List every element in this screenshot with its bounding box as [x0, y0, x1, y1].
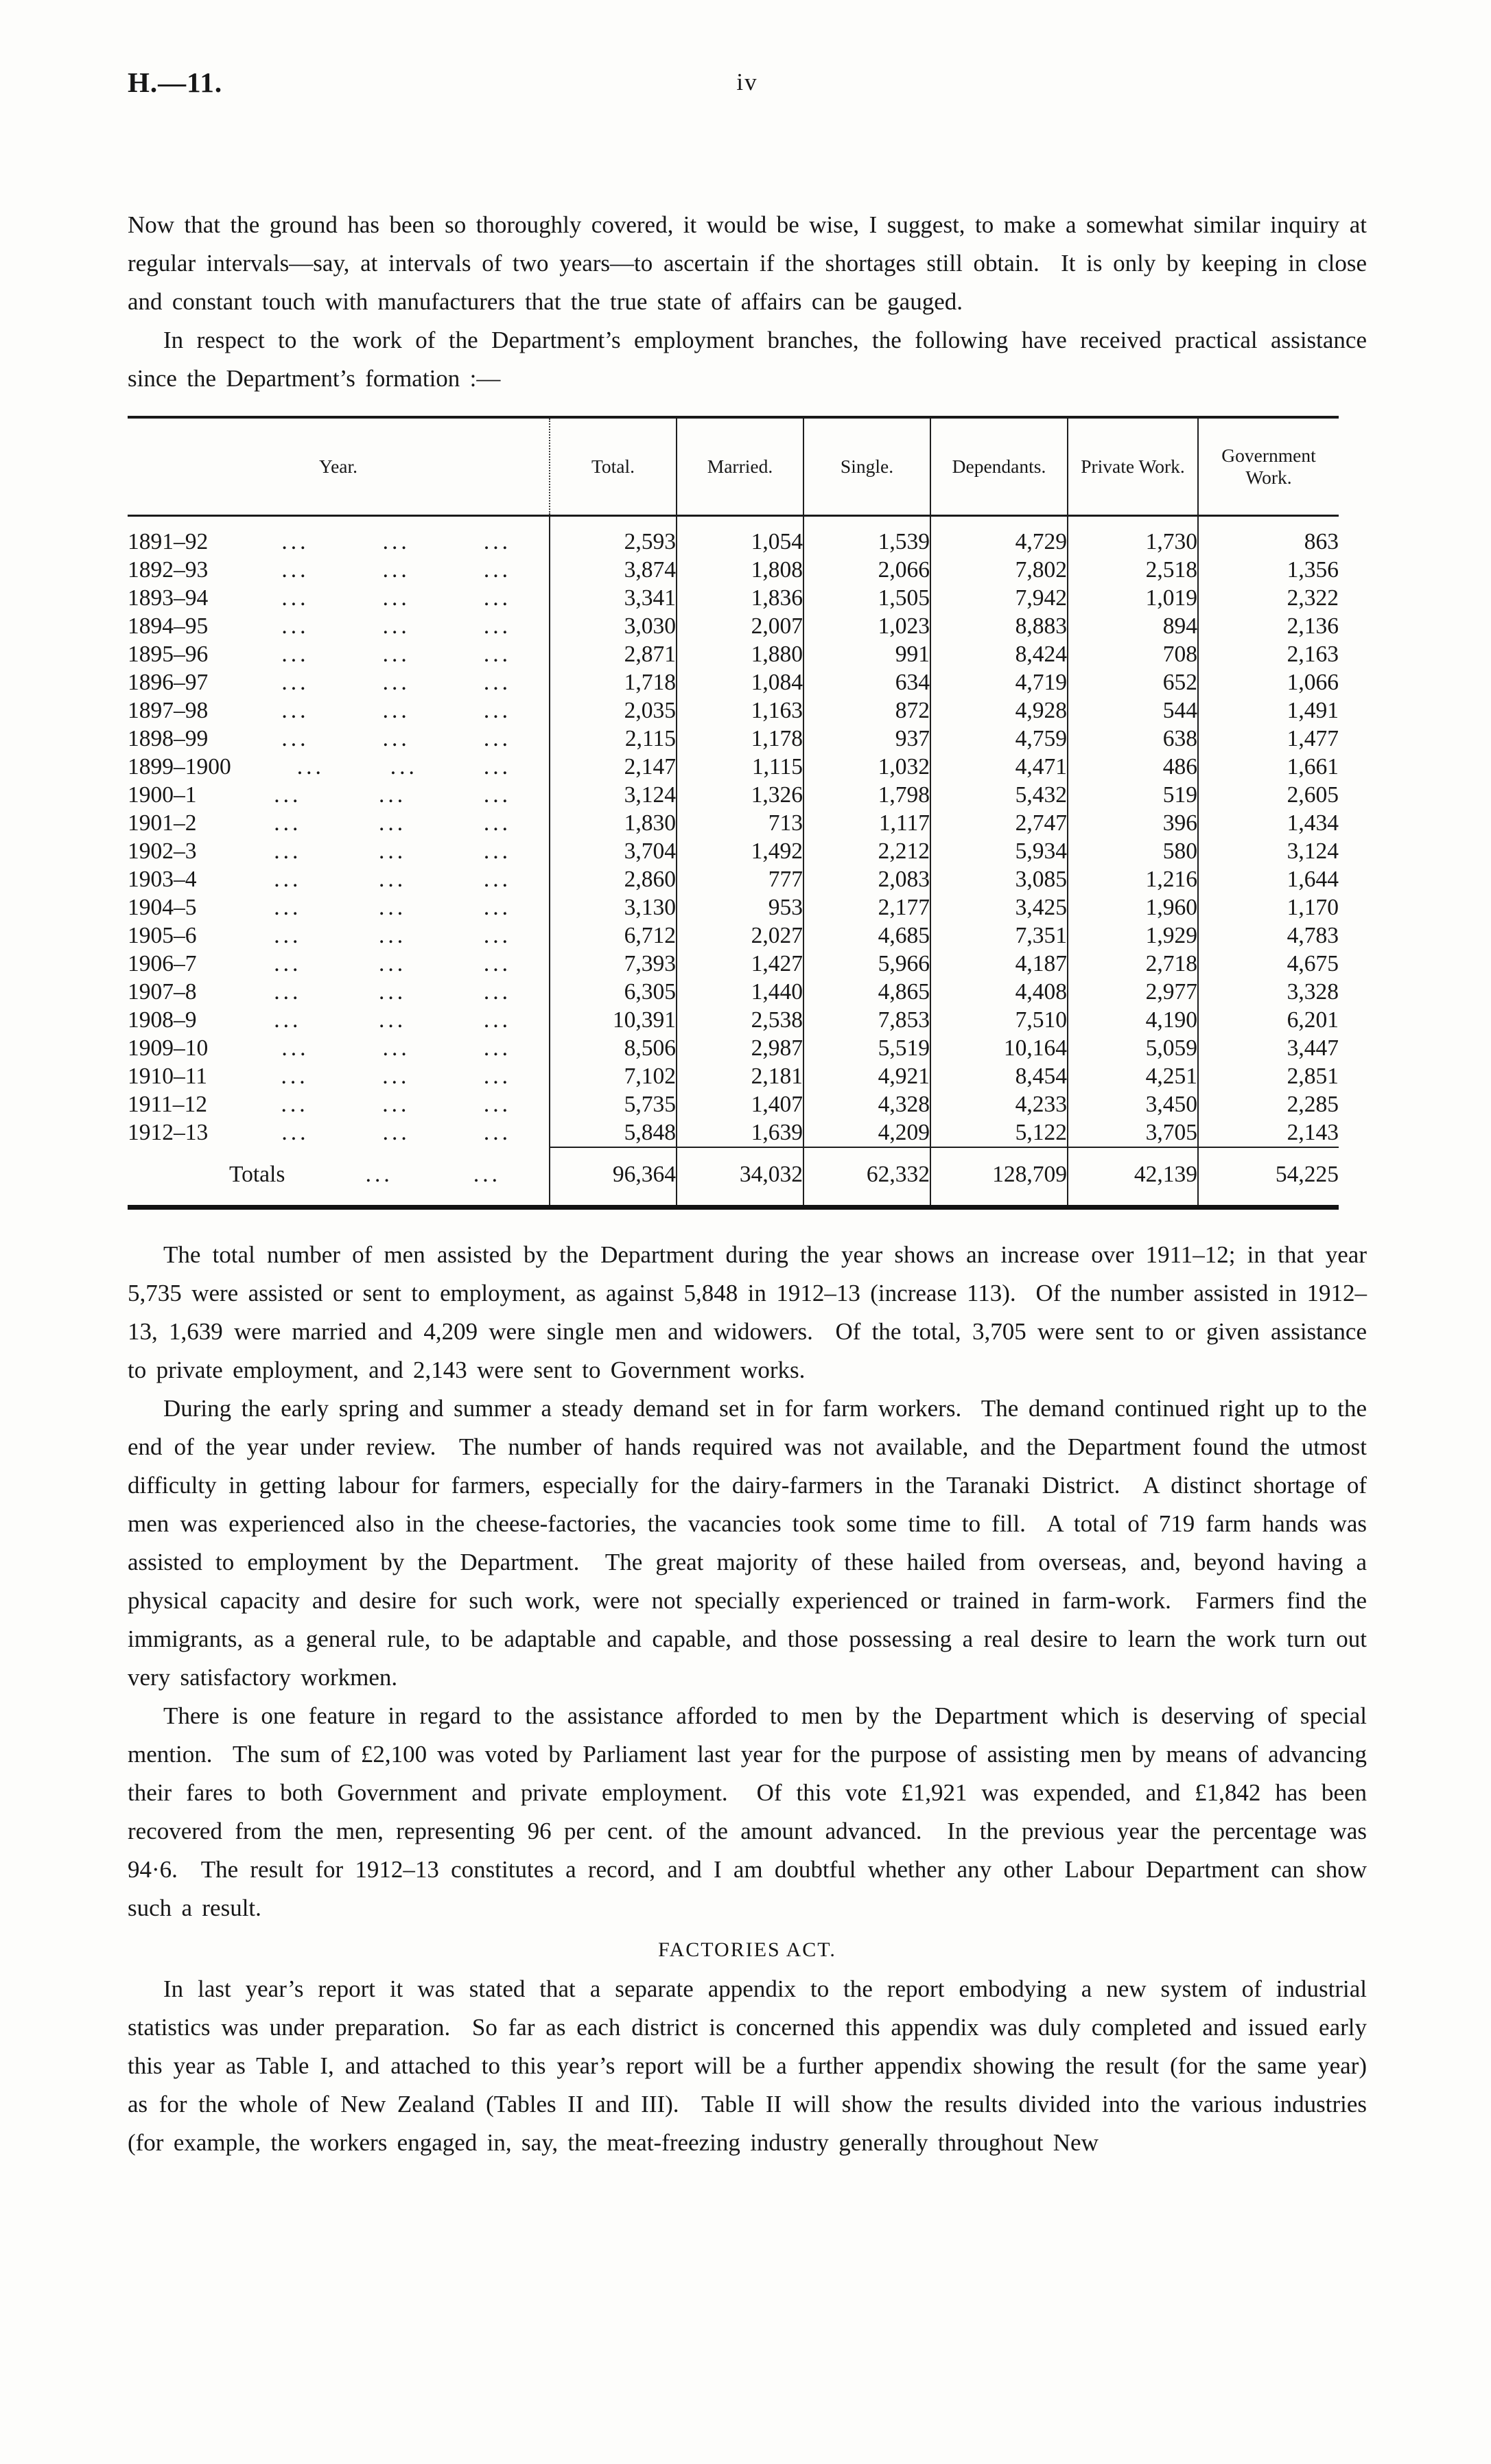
value-cell: 1,491 [1198, 696, 1339, 725]
year-cell [128, 865, 550, 893]
value-cell: 2,605 [1198, 781, 1339, 809]
table-row [128, 837, 1339, 865]
totals-value-cell: 42,139 [1068, 1147, 1198, 1208]
dot-leader: ... [483, 670, 511, 695]
page-number: iv [736, 69, 758, 95]
value-cell: 2,871 [550, 640, 677, 668]
value-cell: 4,251 [1068, 1062, 1198, 1090]
value-cell: 3,450 [1068, 1090, 1198, 1118]
year-label: 1900–1 [128, 782, 197, 808]
value-cell: 1,505 [803, 584, 930, 612]
value-cell: 2,977 [1068, 978, 1198, 1006]
dot-leader: ... [281, 670, 309, 695]
value-cell: 3,447 [1198, 1034, 1339, 1062]
value-cell: 4,921 [803, 1062, 930, 1090]
dot-leader: ... [379, 1007, 407, 1033]
value-cell: 5,848 [550, 1118, 677, 1147]
table-row [128, 556, 1339, 584]
value-cell: 777 [677, 865, 803, 893]
dot-leader: ... [274, 838, 302, 864]
value-cell: 2,538 [677, 1006, 803, 1034]
value-cell: 1,178 [677, 725, 803, 753]
value-cell: 4,408 [930, 978, 1068, 1006]
table-row [128, 1006, 1339, 1034]
year-label: 1894–95 [128, 613, 209, 639]
table-row [128, 809, 1339, 837]
value-cell: 8,883 [930, 612, 1068, 640]
dot-leader: ... [365, 1162, 393, 1187]
value-cell: 3,124 [550, 781, 677, 809]
table-row [128, 640, 1339, 668]
dot-leader: ... [382, 1092, 410, 1117]
column-header-dependants: Dependants. [930, 417, 1068, 516]
dot-leader: ... [473, 1162, 501, 1187]
dot-leader: ... [483, 585, 511, 611]
year-label: 1895–96 [128, 642, 209, 667]
value-cell: 4,719 [930, 668, 1068, 696]
value-cell: 1,163 [677, 696, 803, 725]
value-cell: 2,115 [550, 725, 677, 753]
value-cell: 634 [803, 668, 930, 696]
dot-leader: ... [382, 557, 410, 583]
dot-leader: ... [483, 529, 511, 554]
value-cell: 580 [1068, 837, 1198, 865]
dot-leader: ... [483, 782, 511, 808]
value-cell: 2,987 [677, 1034, 803, 1062]
dot-leader: ... [483, 1035, 511, 1061]
value-cell: 3,130 [550, 893, 677, 922]
value-cell: 2,136 [1198, 612, 1339, 640]
value-cell: 2,143 [1198, 1118, 1339, 1147]
value-cell: 708 [1068, 640, 1198, 668]
dot-leader: ... [483, 642, 511, 667]
value-cell: 1,730 [1068, 516, 1198, 556]
year-label: 1892–93 [128, 557, 209, 583]
dot-leader: ... [379, 895, 407, 920]
dot-leader: ... [379, 923, 407, 948]
column-header-private-work: Private Work. [1068, 417, 1198, 516]
value-cell: 1,539 [803, 516, 930, 556]
dot-leader: ... [483, 1120, 511, 1145]
year-label: 1906–7 [128, 951, 197, 976]
dot-leader: ... [483, 838, 511, 864]
value-cell: 991 [803, 640, 930, 668]
dot-leader: ... [274, 979, 302, 1005]
value-cell: 1,477 [1198, 725, 1339, 753]
table-row [128, 725, 1339, 753]
value-cell: 3,341 [550, 584, 677, 612]
value-cell: 544 [1068, 696, 1198, 725]
value-cell: 1,170 [1198, 893, 1339, 922]
dot-leader: ... [382, 698, 410, 723]
dot-leader: ... [483, 1064, 511, 1089]
value-cell: 1,117 [803, 809, 930, 837]
table-row [128, 865, 1339, 893]
value-cell: 863 [1198, 516, 1339, 556]
value-cell: 4,685 [803, 922, 930, 950]
running-head [128, 66, 1367, 102]
value-cell: 2,007 [677, 612, 803, 640]
value-cell: 7,102 [550, 1062, 677, 1090]
value-cell: 2,285 [1198, 1090, 1339, 1118]
value-cell: 4,471 [930, 753, 1068, 781]
paragraph-inquiry: Now that the ground has been so thoroughly covered, it would be wise, I suggest, to make a somewhat similar inquiry at regular intervals—say, at intervals of two years—to ascertain if the shortages still obtain. It is only by keeping in close and constant touch with manufacturers that the true state of affairs can be gauged. [128, 211, 1377, 315]
dot-leader: ... [379, 838, 407, 864]
year-cell [128, 725, 550, 753]
paragraph-factories-act: In last year’s report it was stated that a separate appendix to the report embodying a new system of industrial statistics was under preparation. So far as each district is concerned this appendix was duly completed and issued early this year as Table I, and attached to this year’s report will be a further appendix showing the result (for the same year) as for the whole of New Zealand (Tables II and III). Table II will show the results divided into the various industries (for example, the workers engaged in, say, the meat-freezing industry generally throughout New [128, 1975, 1377, 2156]
dot-leader: ... [274, 895, 302, 920]
value-cell: 2,163 [1198, 640, 1339, 668]
dot-leader: ... [483, 1007, 511, 1033]
value-cell: 2,322 [1198, 584, 1339, 612]
dot-leader: ... [483, 613, 511, 639]
dot-leader: ... [382, 642, 410, 667]
dot-leader: ... [274, 951, 302, 976]
value-cell: 519 [1068, 781, 1198, 809]
dot-leader: ... [281, 1092, 309, 1117]
value-cell: 1,356 [1198, 556, 1339, 584]
value-cell: 1,023 [803, 612, 930, 640]
dot-leader: ... [281, 529, 309, 554]
dot-leader: ... [483, 557, 511, 583]
value-cell: 3,328 [1198, 978, 1339, 1006]
value-cell: 486 [1068, 753, 1198, 781]
value-cell: 1,639 [677, 1118, 803, 1147]
table-row [128, 584, 1339, 612]
value-cell: 2,066 [803, 556, 930, 584]
value-cell: 8,506 [550, 1034, 677, 1062]
table-row [128, 1118, 1339, 1147]
year-cell [128, 781, 550, 809]
value-cell: 5,934 [930, 837, 1068, 865]
year-cell [128, 696, 550, 725]
table-row [128, 978, 1339, 1006]
dot-leader: ... [483, 726, 511, 751]
column-header-total: Total. [550, 417, 677, 516]
value-cell: 5,059 [1068, 1034, 1198, 1062]
paragraph-advanced-fares: There is one feature in regard to the assistance afforded to men by the Department which is deserving of special mention. The sum of £2,100 was voted by Parliament last year for the purpose of assisting men by means of advancing their fares to both Government and private employment. Of this vote £1,921 was expended, and £1,842 has been recovered from the men, representing 96 per cent. of the amount advanced. In the previous year the percentage was 94·6. The result for 1912–13 constitutes a record, and I am doubtful whether any other Labour Department can show such a result. [128, 1702, 1377, 1921]
year-cell [128, 668, 550, 696]
value-cell: 638 [1068, 725, 1198, 753]
value-cell: 6,201 [1198, 1006, 1339, 1034]
value-cell: 8,454 [930, 1062, 1068, 1090]
value-cell: 1,492 [677, 837, 803, 865]
value-cell: 2,851 [1198, 1062, 1339, 1090]
dot-leader: ... [483, 754, 511, 779]
table-row [128, 1034, 1339, 1062]
year-cell [128, 753, 550, 781]
value-cell: 894 [1068, 612, 1198, 640]
year-label: 1908–9 [128, 1007, 197, 1033]
assistance-table [128, 416, 1339, 1210]
dot-leader: ... [274, 810, 302, 836]
value-cell: 10,164 [930, 1034, 1068, 1062]
year-cell [128, 1090, 550, 1118]
value-cell: 1,054 [677, 516, 803, 556]
value-cell: 3,425 [930, 893, 1068, 922]
dot-leader: ... [281, 1035, 309, 1061]
value-cell: 1,644 [1198, 865, 1339, 893]
report-number: H.—11. [128, 67, 223, 98]
totals-value-cell: 34,032 [677, 1147, 803, 1208]
dot-leader: ... [382, 1064, 410, 1089]
value-cell: 1,434 [1198, 809, 1339, 837]
value-cell: 1,661 [1198, 753, 1339, 781]
value-cell: 1,830 [550, 809, 677, 837]
value-cell: 3,705 [1068, 1118, 1198, 1147]
table-row [128, 516, 1339, 556]
value-cell: 2,147 [550, 753, 677, 781]
value-cell: 4,190 [1068, 1006, 1198, 1034]
value-cell: 7,510 [930, 1006, 1068, 1034]
value-cell: 713 [677, 809, 803, 837]
value-cell: 8,424 [930, 640, 1068, 668]
value-cell: 2,212 [803, 837, 930, 865]
dot-leader: ... [274, 782, 302, 808]
value-cell: 2,860 [550, 865, 677, 893]
dot-leader: ... [382, 529, 410, 554]
year-cell [128, 516, 550, 556]
paragraph-farm-workers: During the early spring and summer a steady demand set in for farm workers. The demand continued right up to the end of the year under review. The number of hands required was not available, and the Department found the utmost difficulty in getting labour for farmers, especially for the dairy-farmers in the Taranaki District. A distinct shortage of men was experienced also in the cheese-factories, the vacancies took some time to fill. A total of 719 farm hands was assisted to employment by the Department. The great majority of these hailed from overseas, and, beyond having a physical capacity and desire for such work, were not specially experienced or trained in farm-work. Farmers find the immigrants, as a general rule, to be adaptable and capable, and those possessing a real desire to learn the work turn out very satisfactory workmen. [128, 1395, 1377, 1691]
dot-leader: ... [281, 698, 309, 723]
value-cell: 1,836 [677, 584, 803, 612]
table-row [128, 1062, 1339, 1090]
year-cell [128, 612, 550, 640]
value-cell: 5,519 [803, 1034, 930, 1062]
column-header-married: Married. [677, 417, 803, 516]
value-cell: 953 [677, 893, 803, 922]
value-cell: 5,122 [930, 1118, 1068, 1147]
year-label: 1891–92 [128, 529, 209, 554]
dot-leader: ... [281, 726, 309, 751]
value-cell: 4,783 [1198, 922, 1339, 950]
dot-leader: ... [483, 698, 511, 723]
value-cell: 3,124 [1198, 837, 1339, 865]
dot-leader: ... [483, 923, 511, 948]
table-row [128, 696, 1339, 725]
value-cell: 1,066 [1198, 668, 1339, 696]
year-label: 1902–3 [128, 838, 197, 864]
totals-label: Totals [229, 1162, 285, 1187]
dot-leader: ... [379, 810, 407, 836]
year-label: 1911–12 [128, 1092, 208, 1117]
column-header-single: Single. [803, 417, 930, 516]
value-cell: 2,593 [550, 516, 677, 556]
year-cell [128, 837, 550, 865]
value-cell: 2,518 [1068, 556, 1198, 584]
value-cell: 7,853 [803, 1006, 930, 1034]
table-header-row [128, 417, 1339, 516]
value-cell: 2,027 [677, 922, 803, 950]
dot-leader: ... [274, 923, 302, 948]
value-cell: 1,929 [1068, 922, 1198, 950]
value-cell: 4,729 [930, 516, 1068, 556]
value-cell: 2,177 [803, 893, 930, 922]
year-cell [128, 809, 550, 837]
value-cell: 3,704 [550, 837, 677, 865]
table-row [128, 1090, 1339, 1118]
value-cell: 2,035 [550, 696, 677, 725]
totals-value-cell: 62,332 [803, 1147, 930, 1208]
dot-leader: ... [274, 867, 302, 892]
value-cell: 1,032 [803, 753, 930, 781]
value-cell: 1,084 [677, 668, 803, 696]
column-header-year: Year. [128, 417, 550, 516]
value-cell: 4,675 [1198, 950, 1339, 978]
value-cell: 1,880 [677, 640, 803, 668]
value-cell: 4,759 [930, 725, 1068, 753]
value-cell: 3,085 [930, 865, 1068, 893]
dot-leader: ... [281, 642, 309, 667]
year-cell [128, 556, 550, 584]
value-cell: 1,440 [677, 978, 803, 1006]
year-cell [128, 640, 550, 668]
totals-label-cell [128, 1147, 550, 1208]
year-label: 1901–2 [128, 810, 197, 836]
dot-leader: ... [281, 585, 309, 611]
year-label: 1907–8 [128, 979, 197, 1005]
table-row [128, 612, 1339, 640]
paragraph-total-assisted: The total number of men assisted by the Department during the year shows an increase over 1911–12; in that year 5,735 were assisted or sent to employment, as against 5,848 in 1912–13 (increase 113). Of the number assisted in 1912–13, 1,639 were married and 4,209 were single men and widowers. Of the total, 3,705 were sent to or given assistance to private employment, and 2,143 were sent to Government works. [128, 1241, 1377, 1383]
year-label: 1899–1900 [128, 754, 231, 779]
value-cell: 1,808 [677, 556, 803, 584]
value-cell: 3,874 [550, 556, 677, 584]
dot-leader: ... [382, 585, 410, 611]
value-cell: 652 [1068, 668, 1198, 696]
year-cell [128, 978, 550, 1006]
year-label: 1903–4 [128, 867, 197, 892]
value-cell: 4,187 [930, 950, 1068, 978]
value-cell: 5,735 [550, 1090, 677, 1118]
dot-leader: ... [483, 951, 511, 976]
assistance-table-head [128, 417, 1339, 516]
year-label: 1912–13 [128, 1120, 209, 1145]
table-row [128, 781, 1339, 809]
value-cell: 2,083 [803, 865, 930, 893]
value-cell: 7,351 [930, 922, 1068, 950]
year-label: 1904–5 [128, 895, 197, 920]
dot-leader: ... [379, 951, 407, 976]
column-header-government-work: Government Work. [1198, 417, 1339, 516]
value-cell: 10,391 [550, 1006, 677, 1034]
totals-value-cell: 54,225 [1198, 1147, 1339, 1208]
dot-leader: ... [379, 782, 407, 808]
value-cell: 5,432 [930, 781, 1068, 809]
value-cell: 937 [803, 725, 930, 753]
table-row [128, 753, 1339, 781]
value-cell: 2,718 [1068, 950, 1198, 978]
dot-leader: ... [382, 1120, 410, 1145]
table-row [128, 950, 1339, 978]
totals-row [128, 1147, 1339, 1208]
value-cell: 1,960 [1068, 893, 1198, 922]
year-label: 1896–97 [128, 670, 209, 695]
value-cell: 2,747 [930, 809, 1068, 837]
value-cell: 7,942 [930, 584, 1068, 612]
totals-value-cell: 96,364 [550, 1147, 677, 1208]
year-cell [128, 950, 550, 978]
value-cell: 2,181 [677, 1062, 803, 1090]
dot-leader: ... [281, 1120, 309, 1145]
value-cell: 1,407 [677, 1090, 803, 1118]
value-cell: 7,802 [930, 556, 1068, 584]
dot-leader: ... [390, 754, 418, 779]
section-heading-factories-act: FACTORIES ACT. [658, 1938, 836, 1961]
dot-leader: ... [483, 979, 511, 1005]
value-cell: 4,209 [803, 1118, 930, 1147]
dot-leader: ... [281, 557, 309, 583]
year-cell [128, 1006, 550, 1034]
value-cell: 4,328 [803, 1090, 930, 1118]
value-cell: 1,216 [1068, 865, 1198, 893]
assistance-table-body [128, 516, 1339, 1208]
value-cell: 7,393 [550, 950, 677, 978]
dot-leader: ... [382, 1035, 410, 1061]
year-label: 1905–6 [128, 923, 197, 948]
totals-value-cell: 128,709 [930, 1147, 1068, 1208]
value-cell: 6,712 [550, 922, 677, 950]
value-cell: 396 [1068, 809, 1198, 837]
dot-leader: ... [483, 810, 511, 836]
value-cell: 3,030 [550, 612, 677, 640]
value-cell: 872 [803, 696, 930, 725]
value-cell: 4,928 [930, 696, 1068, 725]
dot-leader: ... [296, 754, 325, 779]
value-cell: 1,115 [677, 753, 803, 781]
year-cell [128, 893, 550, 922]
value-cell: 1,718 [550, 668, 677, 696]
table-row [128, 922, 1339, 950]
dot-leader: ... [483, 895, 511, 920]
dot-leader: ... [379, 979, 407, 1005]
year-label: 1897–98 [128, 698, 209, 723]
value-cell: 1,427 [677, 950, 803, 978]
year-cell [128, 1062, 550, 1090]
dot-leader: ... [382, 613, 410, 639]
dot-leader: ... [483, 867, 511, 892]
dot-leader: ... [483, 1092, 511, 1117]
year-label: 1909–10 [128, 1035, 209, 1061]
year-label: 1898–99 [128, 726, 209, 751]
year-cell [128, 1118, 550, 1147]
table-row [128, 893, 1339, 922]
paragraph-employment-branches: In respect to the work of the Department’s employment branches, the following have received practical assistance since the Department’s formation :— [128, 327, 1377, 392]
dot-leader: ... [379, 867, 407, 892]
dot-leader: ... [281, 1064, 309, 1089]
year-cell [128, 584, 550, 612]
dot-leader: ... [382, 670, 410, 695]
year-label: 1910–11 [128, 1064, 208, 1089]
dot-leader: ... [281, 613, 309, 639]
value-cell: 5,966 [803, 950, 930, 978]
year-cell [128, 1034, 550, 1062]
value-cell: 4,233 [930, 1090, 1068, 1118]
value-cell: 1,019 [1068, 584, 1198, 612]
year-label: 1893–94 [128, 585, 209, 611]
dot-leader: ... [274, 1007, 302, 1033]
year-cell [128, 922, 550, 950]
value-cell: 4,865 [803, 978, 930, 1006]
value-cell: 6,305 [550, 978, 677, 1006]
value-cell: 1,798 [803, 781, 930, 809]
value-cell: 1,326 [677, 781, 803, 809]
dot-leader: ... [382, 726, 410, 751]
table-row [128, 668, 1339, 696]
